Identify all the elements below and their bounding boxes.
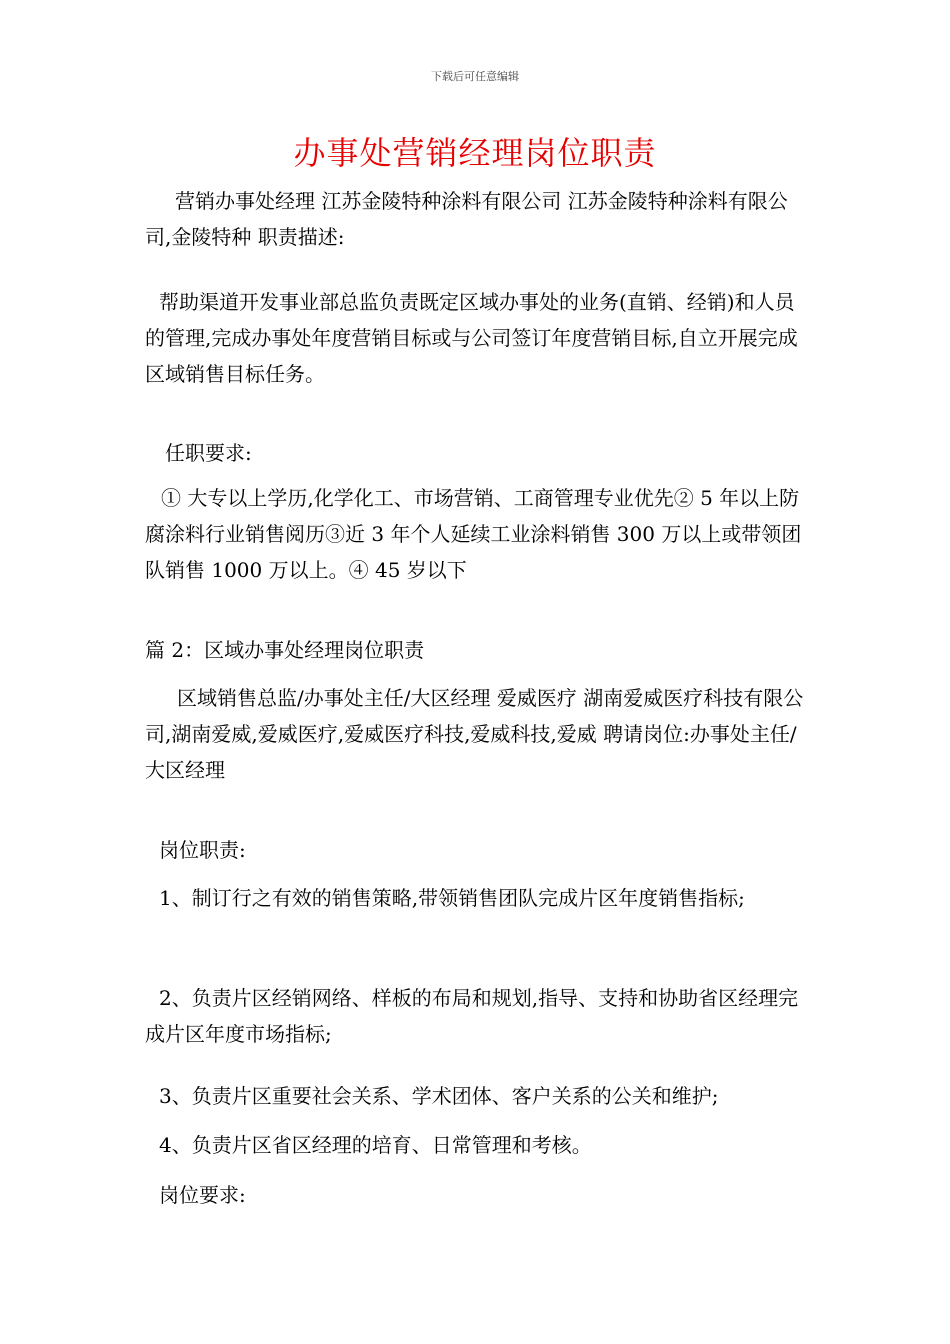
duty-item-1: 1、制订行之有效的销售策略,带领销售团队完成片区年度销售指标; <box>159 886 745 910</box>
paragraph-job-description: 帮助渠道开发事业部总监负责既定区域办事处的业务(直销、经销)和人员的管理,完成办事处年度营销目标或与公司签订年度营销目标,自立开展完成区域销售目标任务。 <box>145 290 798 386</box>
paragraph-job-intro: 营销办事处经理 江苏金陵特种涂料有限公司 江苏金陵特种涂料有限公司,金陵特种 职责描述: <box>145 189 788 249</box>
header-note: 下载后可任意编辑 <box>431 70 519 83</box>
paragraph-regional-intro: 区域销售总监/办事处主任/大区经理 爱威医疗 湖南爱威医疗科技有限公司,湖南爱威,爱威医疗,爱威医疗科技,爱威科技,爱威 聘请岗位:办事处主任/大区经理 <box>145 686 804 782</box>
paragraph-position-requirements-heading: 岗位要求: <box>159 1183 246 1207</box>
document-title: 办事处营销经理岗位职责 <box>293 134 657 172</box>
duty-item-3: 3、负责片区重要社会关系、学术团体、客户关系的公关和维护; <box>159 1084 719 1108</box>
paragraph-requirements-list: ① 大专以上学历,化学化工、市场营销、工商管理专业优先② 5 年以上防腐涂料行业销售阅历③近 3 年个人延续工业涂料销售 300 万以上或带领团队销售 1000 万以上。④ 45 岁以下 <box>145 486 802 582</box>
section-heading-part-2: 篇 2：区域办事处经理岗位职责 <box>145 638 425 662</box>
duty-item-2: 2、负责片区经销网络、样板的布局和规划,指导、支持和协助省区经理完成片区年度市场指标; <box>145 986 799 1046</box>
duty-item-4: 4、负责片区省区经理的培育、日常管理和考核。 <box>159 1133 592 1157</box>
paragraph-duties-heading: 岗位职责: <box>159 838 246 862</box>
paragraph-requirements-heading: 任职要求: <box>165 441 252 465</box>
